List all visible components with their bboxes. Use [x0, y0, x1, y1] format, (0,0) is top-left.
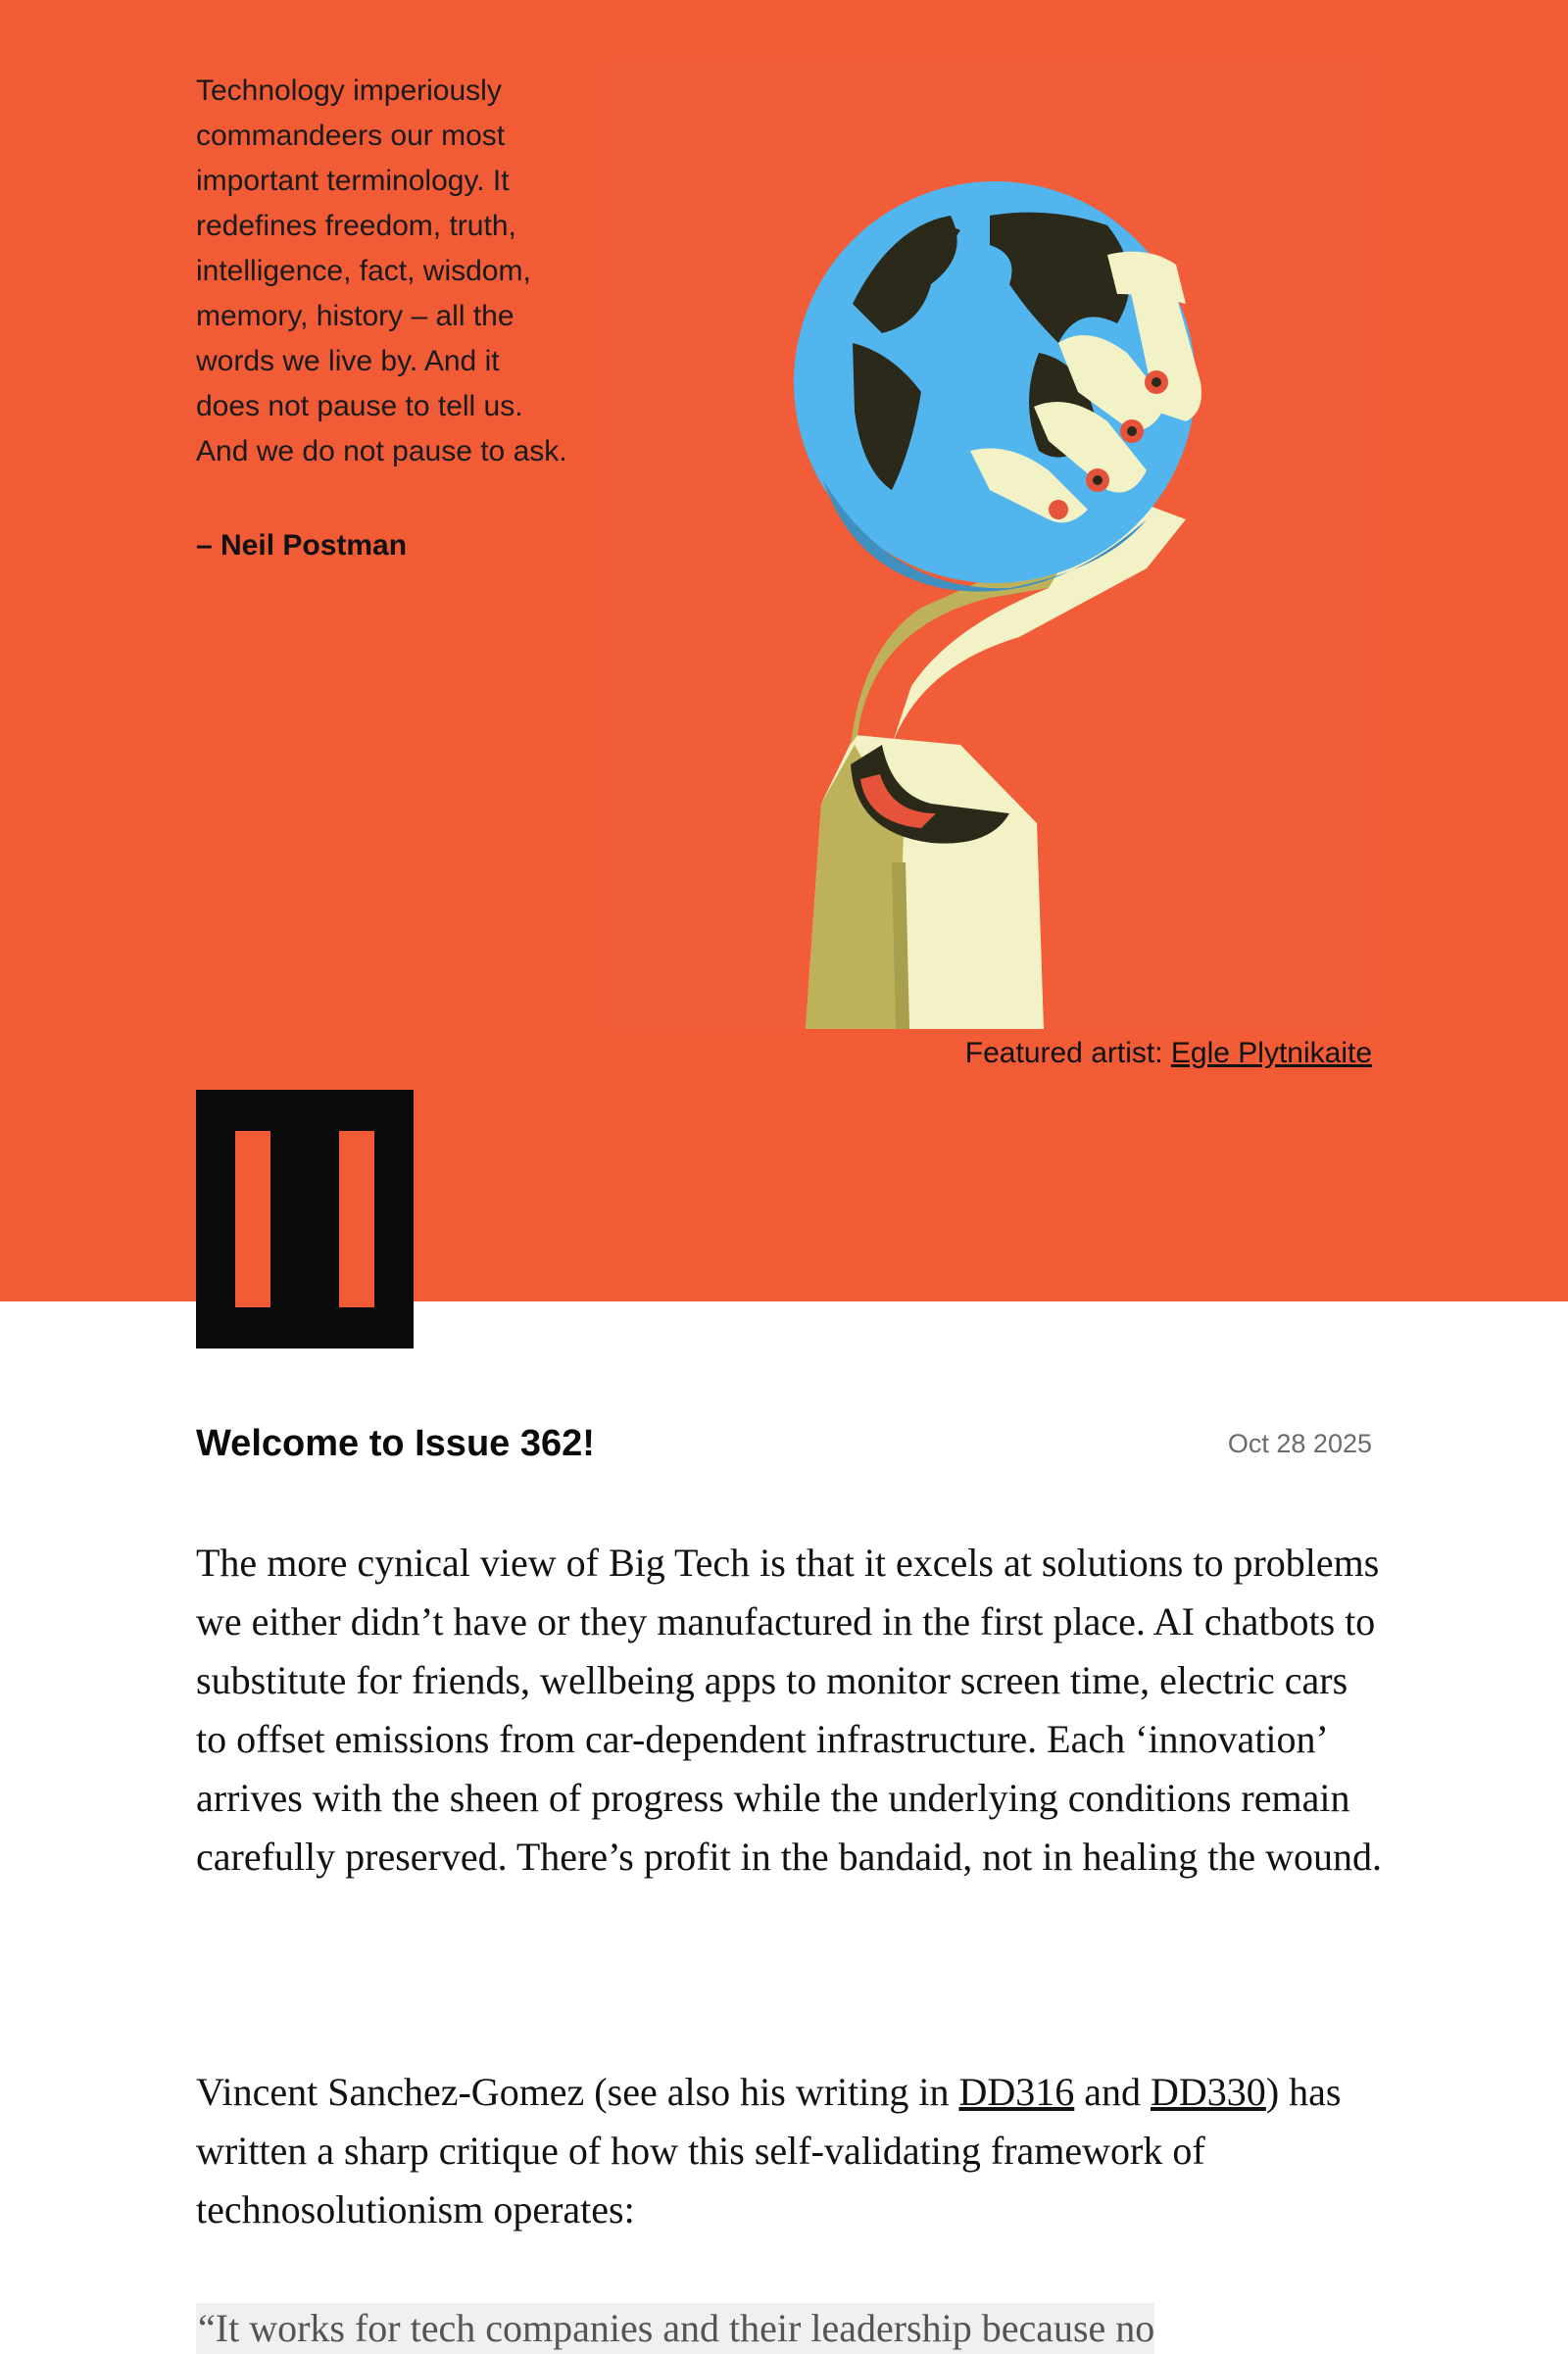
featured-artist-link[interactable]: Egle Plytnikaite: [1170, 1037, 1372, 1069]
dd-logo: [196, 1090, 414, 1349]
paragraph-text: and: [1074, 2070, 1152, 2114]
article-paragraph-2: [196, 2063, 1382, 2239]
featured-artist-label: Featured artist:: [964, 1037, 1171, 1069]
dd316-link[interactable]: DD316: [958, 2070, 1075, 2114]
dd330-link[interactable]: DD330: [1151, 2070, 1266, 2114]
robot-hand-holding-globe-illustration: [598, 59, 1372, 1029]
article-blockquote: “It works for tech companies and their leadership because no: [196, 2303, 1154, 2354]
article-paragraph-1: The more cynical view of Big Tech is that it excels at solutions to problems we either didn’t have or they manufactured in the first place. AI chatbots to substitute for friends, wellbeing apps to monitor screen time, electric cars to offset emissions from car-dependent infrastructure. Each ‘innovation’ arrives with the sheen of progress while the underlying conditions remain carefully preserved. There’s profit in the bandaid, not in healing the wound.: [196, 1541, 1382, 1879]
issue-date: Oct 28 2025: [1227, 1429, 1372, 1458]
featured-artist-credit: [965, 1037, 1372, 1070]
quote-author: – Neil Postman: [196, 529, 408, 562]
paragraph-text: ) has written a sharp critique of how this self-validating framework of technosolutionism operates:: [196, 2070, 1342, 2231]
hero-quote: Technology imperiously commandeers our most important terminology. It redefines freedom, truth, intelligence, fact, wisdom, memory, history – all the words we live by. And it does not pause to tell us. And we do not pause to ask.: [196, 74, 567, 467]
paragraph-text: Vincent Sanchez-Gomez (see also his writing in: [196, 2070, 959, 2114]
issue-title: Welcome to Issue 362!: [196, 1423, 595, 1464]
